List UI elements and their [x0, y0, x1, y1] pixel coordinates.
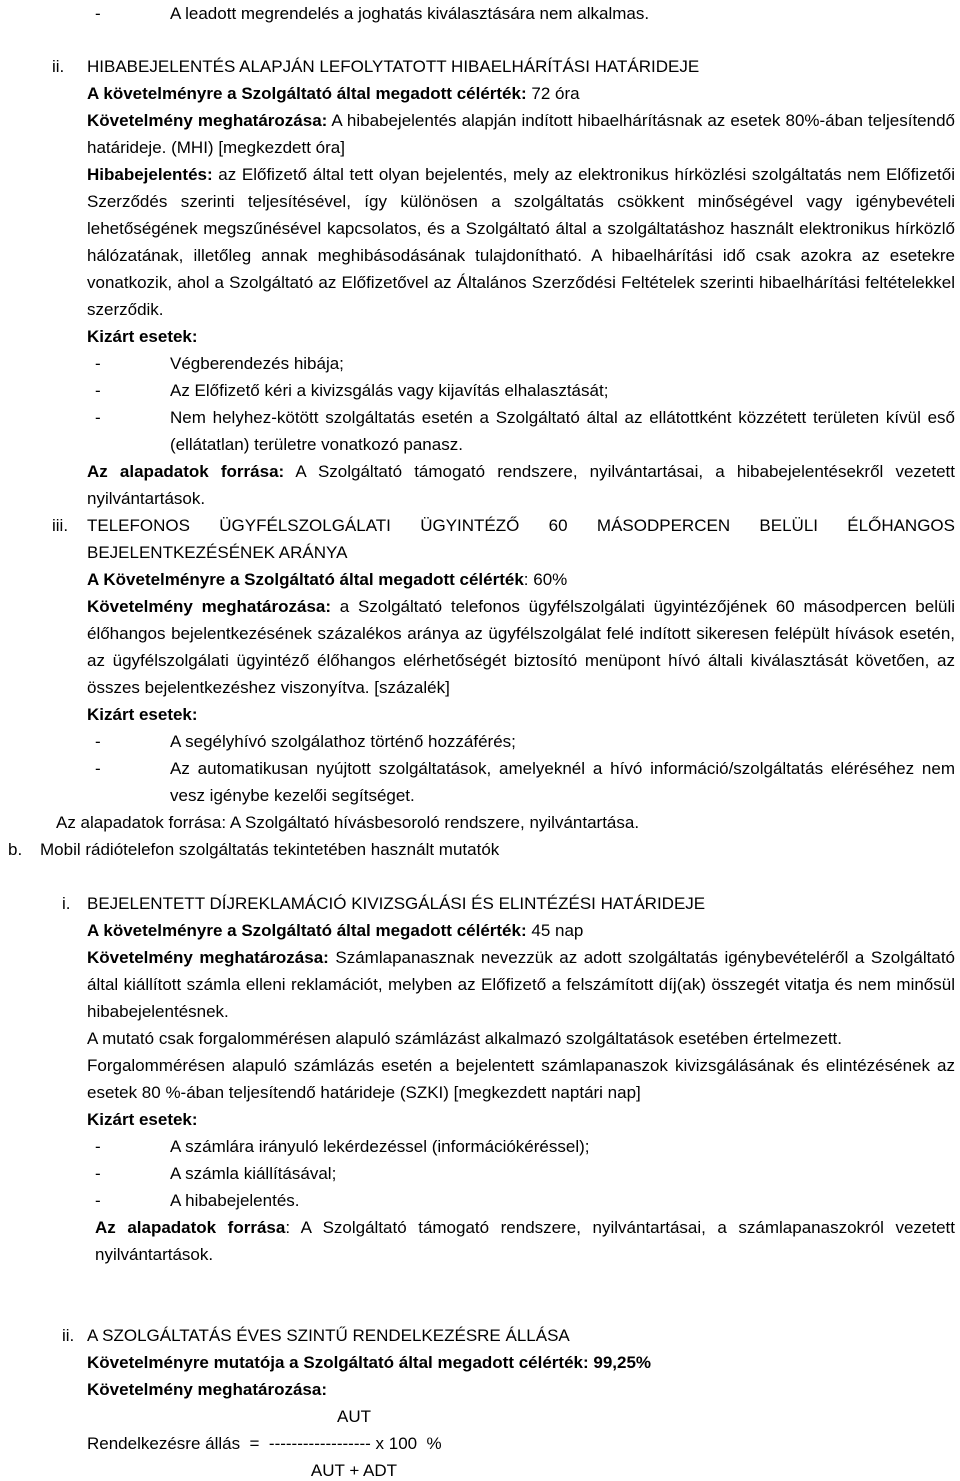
source-paragraph: Az alapadatok forrása: A Szolgáltató támogató rendszere, nyilvántartásai, a számlapanaszokról vezetett nyilvántartások.: [95, 1218, 955, 1264]
bullet-marker: -: [95, 1137, 101, 1156]
formula-denominator: AUT + ADT: [310, 1461, 398, 1480]
section-marker: b.: [8, 840, 23, 859]
excluded-item: Végberendezés hibája;: [170, 354, 344, 373]
excluded-item: Az automatikusan nyújtott szolgáltatások, amelyeknél a hívó információ/szolgáltatás eléréséhez nem vesz igénybe kezelői segítséget.: [170, 759, 955, 805]
bullet-marker: -: [95, 408, 101, 427]
excluded-item: A hibabejelentés.: [170, 1191, 300, 1210]
section-heading: HIBABEJELENTÉS ALAPJÁN LEFOLYTATOTT HIBAELHÁRÍTÁSI HATÁRIDEJE: [87, 57, 700, 76]
bullet-text: A leadott megrendelés a joghatás kiválasztására nem alkalmas.: [170, 4, 650, 23]
bullet-marker: -: [95, 732, 101, 751]
bullet-marker: -: [95, 1191, 101, 1210]
source-paragraph: Az alapadatok forrása: A Szolgáltató támogató rendszere, nyilvántartásai, a hibabejelentésekről vezetett nyilvántartások.: [87, 462, 955, 508]
section-title: Mobil rádiótelefon szolgáltatás tekintetében használt mutatók: [40, 840, 500, 859]
report-paragraph: Hibabejelentés: az Előfizető által tett olyan bejelentés, mely az elektronikus hírközlési szolgáltatás nem Előfizetői Szerződés szerinti teljesítésével, így különösen a szolgáltatás csökkent minőségével vagy igénybevételi lehetőségének megszűnésével kapcsolatos, és a Szolgáltató által a szolgáltatáshoz használt elektronikus hírközlő hálózatának, illetőleg annak meghibásodásának tulajdonítható. A hibaelhárítási idő csak azokra az esetekre vonatkozik, ahol a Szolgáltató az Előfizetővel az Általános Szerződési Feltételek szerinti hibaelhárítási feltételekkel szerződik.: [87, 165, 955, 319]
excluded-item: Nem helyhez-kötött szolgáltatás esetén a Szolgáltató által az ellátottként közzétett területen kívül eső (ellátatlan) területre vonatkozó panasz.: [170, 408, 955, 454]
excluded-item: Az Előfizető kéri a kivizsgálás vagy kijavítás elhalasztását;: [170, 381, 609, 400]
target-line: A Követelményre a Szolgáltató által megadott célérték: 60%: [87, 570, 568, 589]
excluded-item: A számla kiállításával;: [170, 1164, 337, 1183]
bullet-marker: -: [95, 4, 101, 23]
section-marker: i.: [62, 894, 71, 913]
excluded-label: Kizárt esetek:: [87, 705, 198, 724]
excluded-label: Kizárt esetek:: [87, 1110, 198, 1129]
source-paragraph: Az alapadatok forrása: A Szolgáltató hívásbesoroló rendszere, nyilvántartása.: [56, 813, 640, 832]
section-marker: ii.: [62, 1326, 75, 1345]
bullet-marker: -: [95, 1164, 101, 1183]
section-marker: ii.: [52, 57, 65, 76]
target-line: A követelményre a Szolgáltató által megadott célérték: 45 nap: [87, 921, 584, 940]
section-heading: BEJELENTETT DÍJREKLAMÁCIÓ KIVIZSGÁLÁSI ÉS ELINTÉZÉSI HATÁRIDEJE: [87, 894, 706, 913]
excluded-label: Kizárt esetek:: [87, 327, 198, 346]
definition-paragraph: Követelmény meghatározása: A hibabejelentés alapján indított hibaelhárításnak az esetek 80%-ában teljesítendő határideje. (MHI) [megkezdett óra]: [87, 111, 955, 157]
excluded-item: A segélyhívó szolgálathoz történő hozzáférés;: [170, 732, 516, 751]
target-line: Követelményre mutatója a Szolgáltató által megadott célérték: 99,25%: [87, 1353, 652, 1372]
bullet-marker: -: [95, 759, 101, 778]
excluded-item: A számlára irányuló lekérdezéssel (információkéréssel);: [170, 1137, 590, 1156]
note-paragraph: A mutató csak forgalommérésen alapuló számlázást alkalmazó szolgáltatások esetében értelmezett.: [87, 1029, 842, 1048]
bullet-marker: -: [95, 381, 101, 400]
note-paragraph: Forgalommérésen alapuló számlázás esetén a bejelentett számlapanaszok kivizsgálásának és elintézésének az esetek 80 %-ában teljesítendő határideje (SZKI) [megkezdett naptári nap]: [87, 1056, 955, 1102]
section-marker: iii.: [52, 516, 69, 535]
target-line: A követelményre a Szolgáltató által megadott célérték: 72 óra: [87, 84, 580, 103]
definition-paragraph: Követelmény meghatározása: Számlapanasznak nevezzük az adott szolgáltatás igénybevételéről a Szolgáltató által kiállított számla elleni reklamációt, melyben az Előfizető a felszámított díj(ak) összegét vitatja és nem minősül hibabejelentésnek.: [87, 948, 955, 1021]
section-heading: TELEFONOS ÜGYFÉLSZOLGÁLATI ÜGYINTÉZŐ 60 MÁSODPERCEN BELÜLI ÉLŐHANGOS BEJELENTKEZÉSÉNEK ARÁNYA: [87, 516, 955, 562]
definition-paragraph: Követelmény meghatározása: a Szolgáltató telefonos ügyfélszolgálati ügyintézőjének 60 másodpercen belüli élőhangos bejelentkezésének százalékos aránya az ügyfélszolgálat felé indított sikeresen felépült hívások esetén, az ügyfélszolgálati ügyintéző élőhangos elérhetőségét biztosító menüpont hívó általi kiválasztását követően, az összes bejelentkezéshez viszonyítva. [százalék]: [87, 597, 955, 697]
bullet-marker: -: [95, 354, 101, 373]
formula-line: Rendelkezésre állás = ------------------ x 100 %: [87, 1434, 442, 1453]
definition-label: Követelmény meghatározása:: [87, 1380, 327, 1399]
formula-numerator: AUT: [337, 1407, 371, 1426]
section-heading: A SZOLGÁLTATÁS ÉVES SZINTŰ RENDELKEZÉSRE ÁLLÁSA: [87, 1326, 570, 1345]
